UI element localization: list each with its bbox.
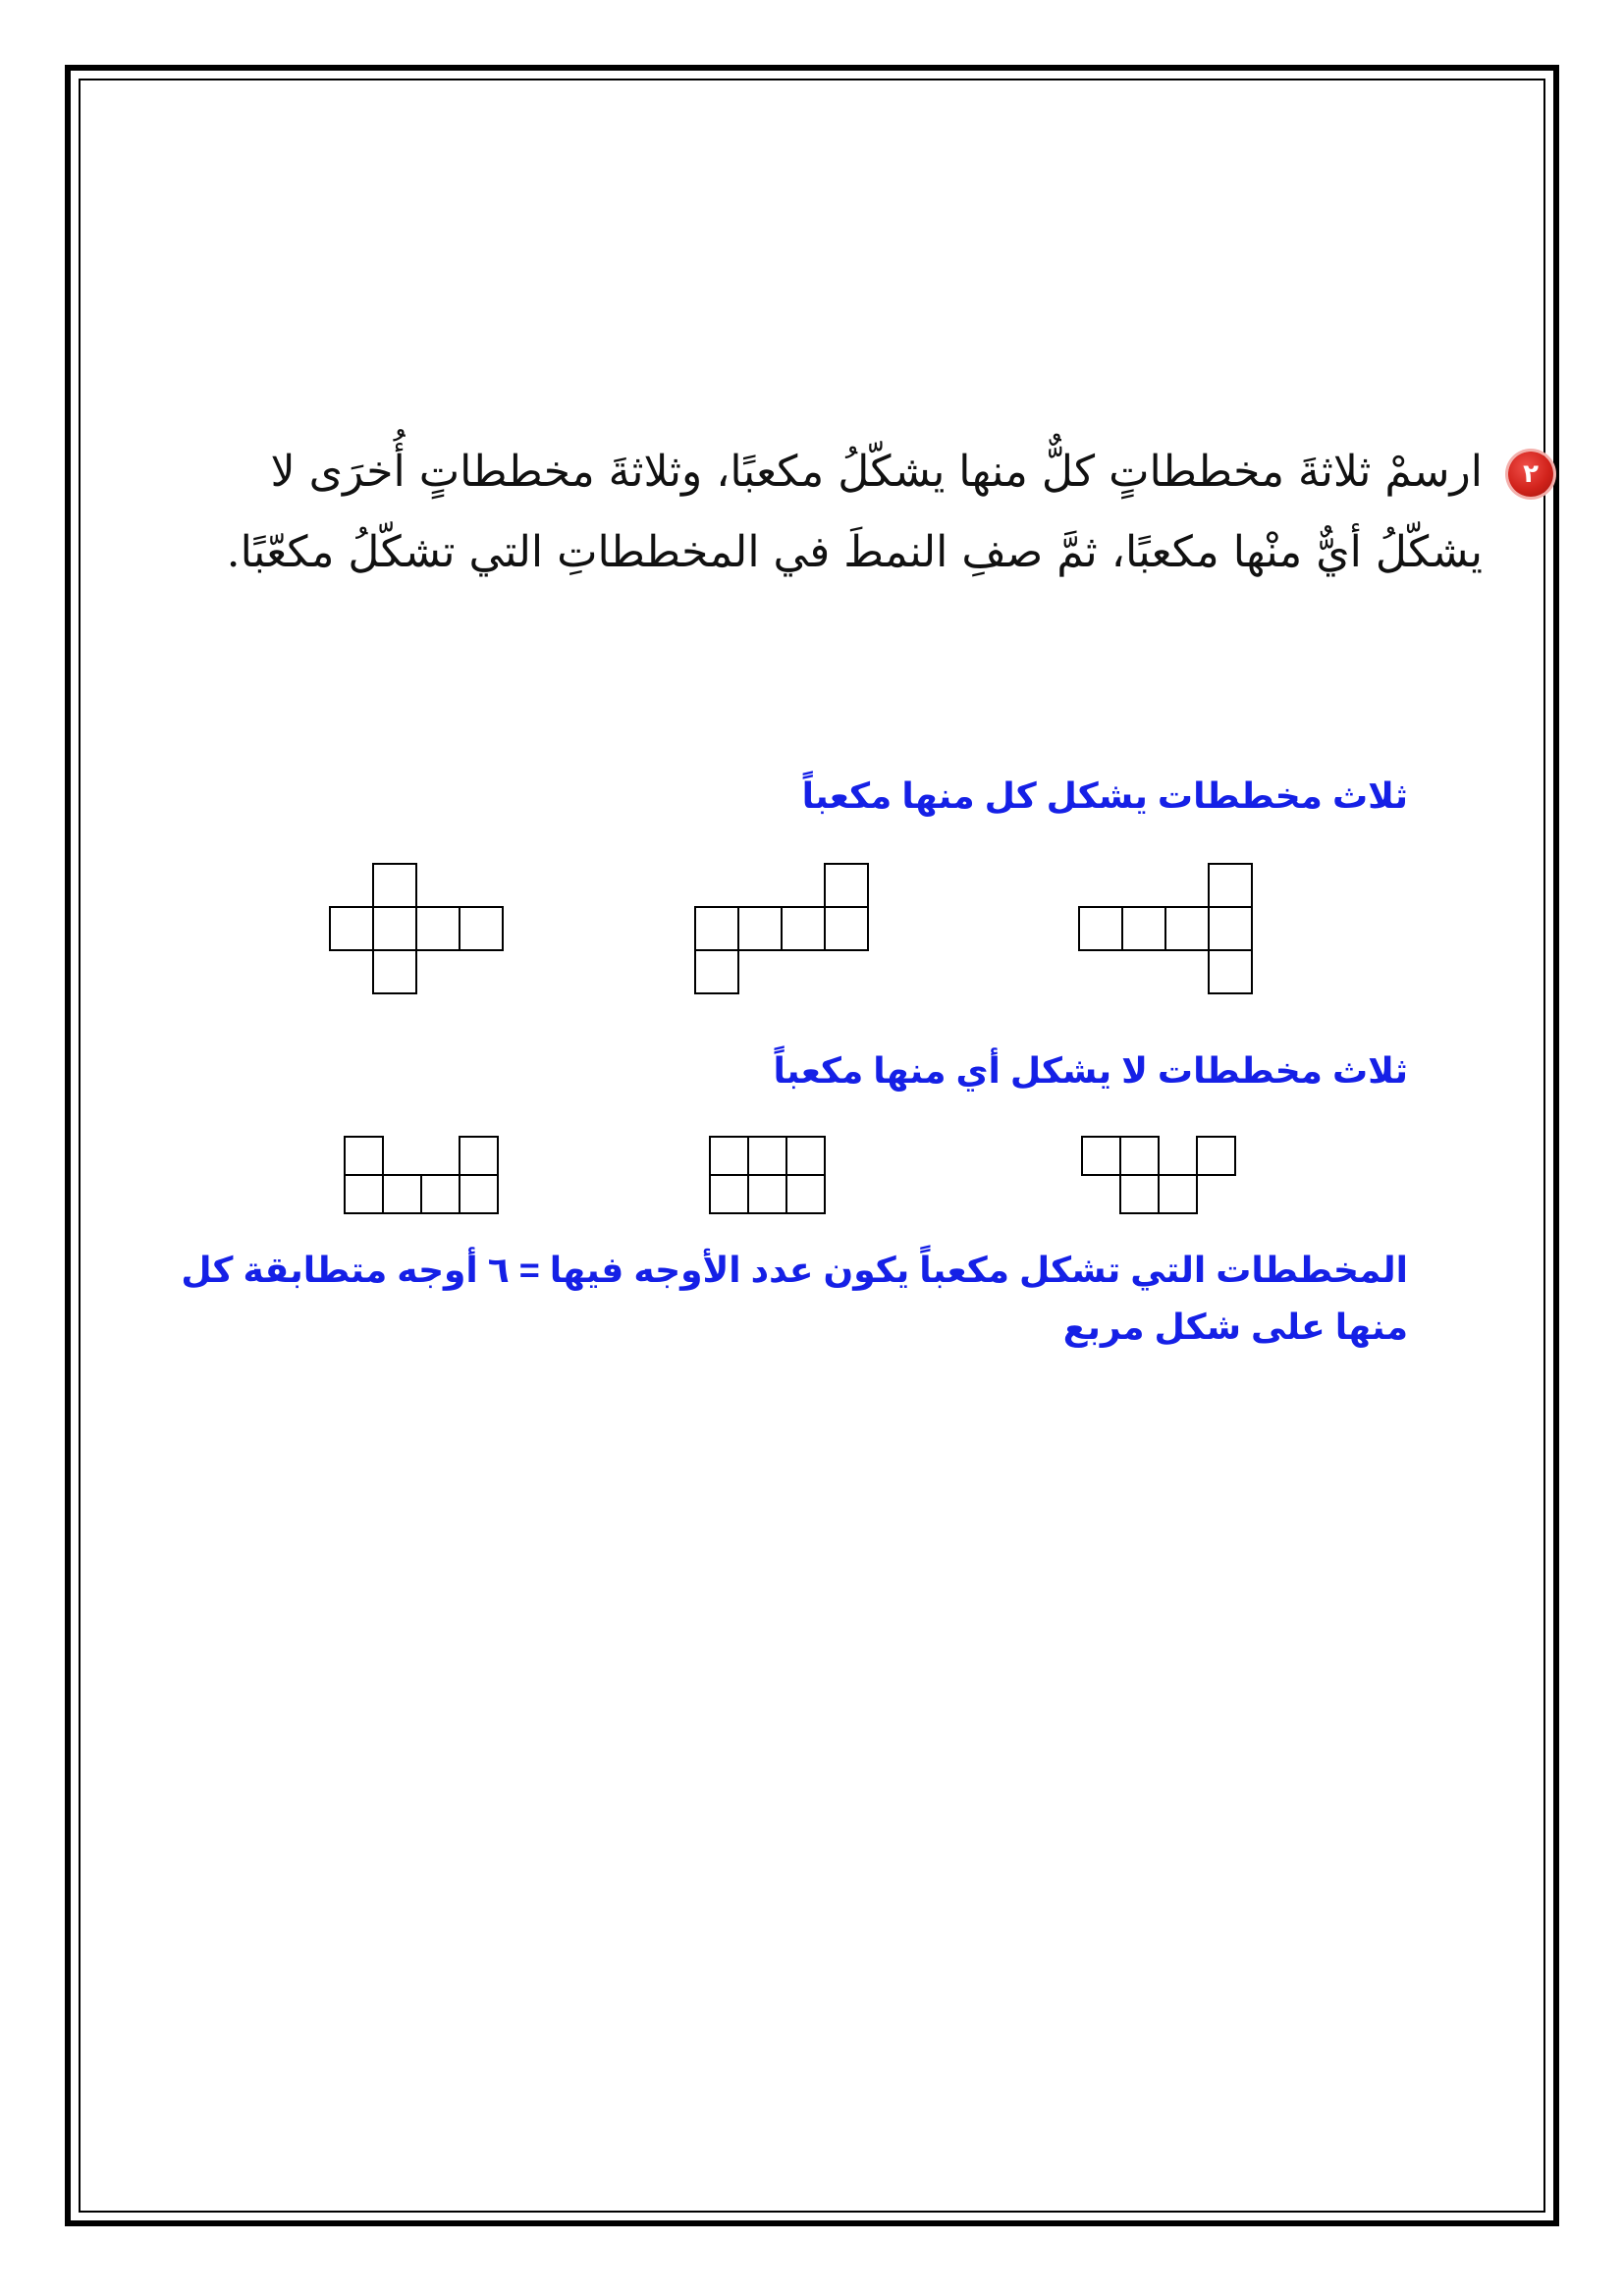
cube-net-2-square-3 [738,907,782,950]
cube-net-2 [695,864,868,993]
exercise-line-2: يشكّلُ أيٌّ منْها مكعبًا، ثمَّ صفِ النمطَ في المخططاتِ التي تشكّلُ مكعّبًا. [226,527,1483,577]
cube-net-3-square-4 [1165,907,1209,950]
cube-net-3-square-3 [1122,907,1165,950]
non-cube-net-3-square-3 [1197,1137,1235,1175]
cube-net-3-square-5 [1209,907,1252,950]
cube-net-1-square-1 [373,864,416,907]
cube-net-1-square-2 [330,907,373,950]
cube-net-1-square-6 [373,950,416,993]
non-cube-net-3-square-4 [1120,1175,1159,1213]
conclusion-text: المخططات التي تشكل مكعباً يكون عدد الأوجه فيها = ٦ أوجه متطابقة كل منها على شكل مربع [181,1250,1408,1347]
non-cube-net-2-square-1 [710,1137,748,1175]
non-cube-net-3-square-2 [1120,1137,1159,1175]
cube-net-2-square-6 [695,950,738,993]
cube-net-2-square-4 [782,907,825,950]
exercise-number-badge: ٢ [1508,452,1553,497]
cube-net-1-square-4 [416,907,460,950]
non-cube-net-1-square-1 [345,1137,383,1175]
cube-net-2-square-1 [825,864,868,907]
non-cube-net-1-square-2 [460,1137,498,1175]
cube-net-2-square-2 [695,907,738,950]
cube-net-1-square-5 [460,907,503,950]
non-cube-net-2-square-2 [748,1137,786,1175]
non-cube-net-2-square-6 [786,1175,825,1213]
cube-net-3 [1079,864,1252,993]
non-cube-net-2-square-3 [786,1137,825,1175]
cube-nets-heading: ثلاث مخططات يشكل كل منها مكعباً [801,775,1408,816]
non-cube-net-3-square-5 [1159,1175,1197,1213]
non-cube-net-1-square-3 [345,1175,383,1213]
non-cube-net-1-square-5 [421,1175,460,1213]
cube-net-1-square-3 [373,907,416,950]
non-cube-net-1-square-4 [383,1175,421,1213]
non-cube-net-2-square-5 [748,1175,786,1213]
non-cube-net-1-square-6 [460,1175,498,1213]
cube-net-3-square-6 [1209,950,1252,993]
cube-net-3-square-1 [1209,864,1252,907]
exercise-line-1: ارسمْ ثلاثةَ مخططاتٍ كلٌّ منها يشكّلُ مكعبًا، وثلاثةَ مخططاتٍ أُخرَى لا [270,447,1483,497]
non-cube-nets-group [345,1137,1235,1213]
non-cube-net-3-square-1 [1082,1137,1120,1175]
non-cube-net-1 [345,1137,498,1213]
non-cube-nets-heading: ثلاث مخططات لا يشكل أي منها مكعباً [773,1050,1408,1091]
cube-net-1 [330,864,503,993]
non-cube-net-2 [710,1137,825,1213]
cube-net-3-square-2 [1079,907,1122,950]
non-cube-net-3 [1082,1137,1235,1213]
cube-nets-group [330,864,1252,993]
cube-net-2-square-5 [825,907,868,950]
non-cube-net-2-square-4 [710,1175,748,1213]
